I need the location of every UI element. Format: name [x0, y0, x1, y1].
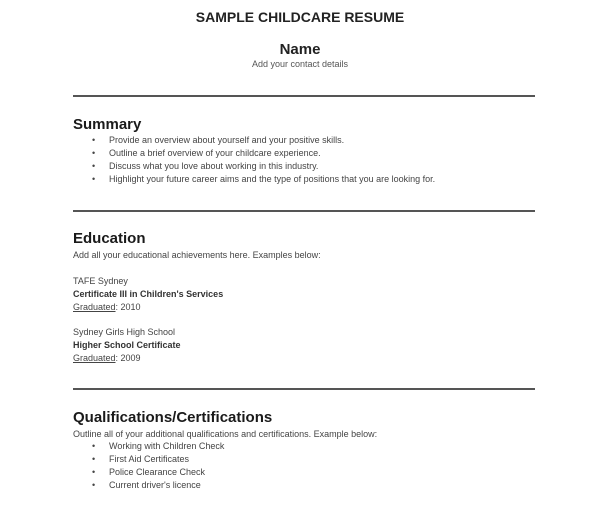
- education-qualification: Higher School Certificate: [73, 340, 181, 350]
- education-institution: Sydney Girls High School: [73, 327, 176, 337]
- qualification-item: • First Aid Certificates: [92, 453, 224, 466]
- summary-item: • Discuss what you love about working in this industry.: [92, 160, 435, 173]
- education-graduated: [73, 302, 141, 312]
- qualifications-heading: Qualifications/Certifications: [73, 409, 273, 426]
- qualifications-intro: Outline all of your additional qualifications and certifications. Example below:: [73, 429, 378, 439]
- graduated-value: : 2009: [115, 353, 141, 363]
- education-heading: Education: [73, 230, 146, 247]
- qualification-item: • Working with Children Check: [92, 440, 224, 453]
- summary-item: • Outline a brief overview of your childcare experience.: [92, 147, 435, 160]
- education-graduated: [73, 353, 141, 363]
- section-divider: [73, 95, 535, 97]
- qualification-item: • Police Clearance Check: [92, 466, 224, 479]
- graduated-label: Graduated: [73, 302, 116, 312]
- summary-heading: Summary: [73, 116, 142, 133]
- education-intro: Add all your educational achievements here. Examples below:: [73, 250, 321, 260]
- graduated-label: Graduated: [73, 353, 116, 363]
- section-divider: [73, 210, 535, 212]
- document-title: SAMPLE CHILDCARE RESUME: [195, 9, 405, 25]
- qualifications-list: [92, 440, 224, 492]
- education-institution: TAFE Sydney: [73, 276, 128, 286]
- summary-list: [92, 134, 435, 186]
- graduated-value: : 2010: [115, 302, 141, 312]
- summary-item: • Provide an overview about yourself and your positive skills.: [92, 134, 435, 147]
- section-divider: [73, 388, 535, 390]
- qualification-item: • Current driver's licence: [92, 479, 224, 492]
- summary-item: • Highlight your future career aims and the type of positions that you are looking for.: [92, 173, 435, 186]
- candidate-name: Name: [279, 41, 321, 58]
- education-qualification: Certificate III in Children's Services: [73, 289, 224, 299]
- contact-details: Add your contact details: [251, 59, 349, 69]
